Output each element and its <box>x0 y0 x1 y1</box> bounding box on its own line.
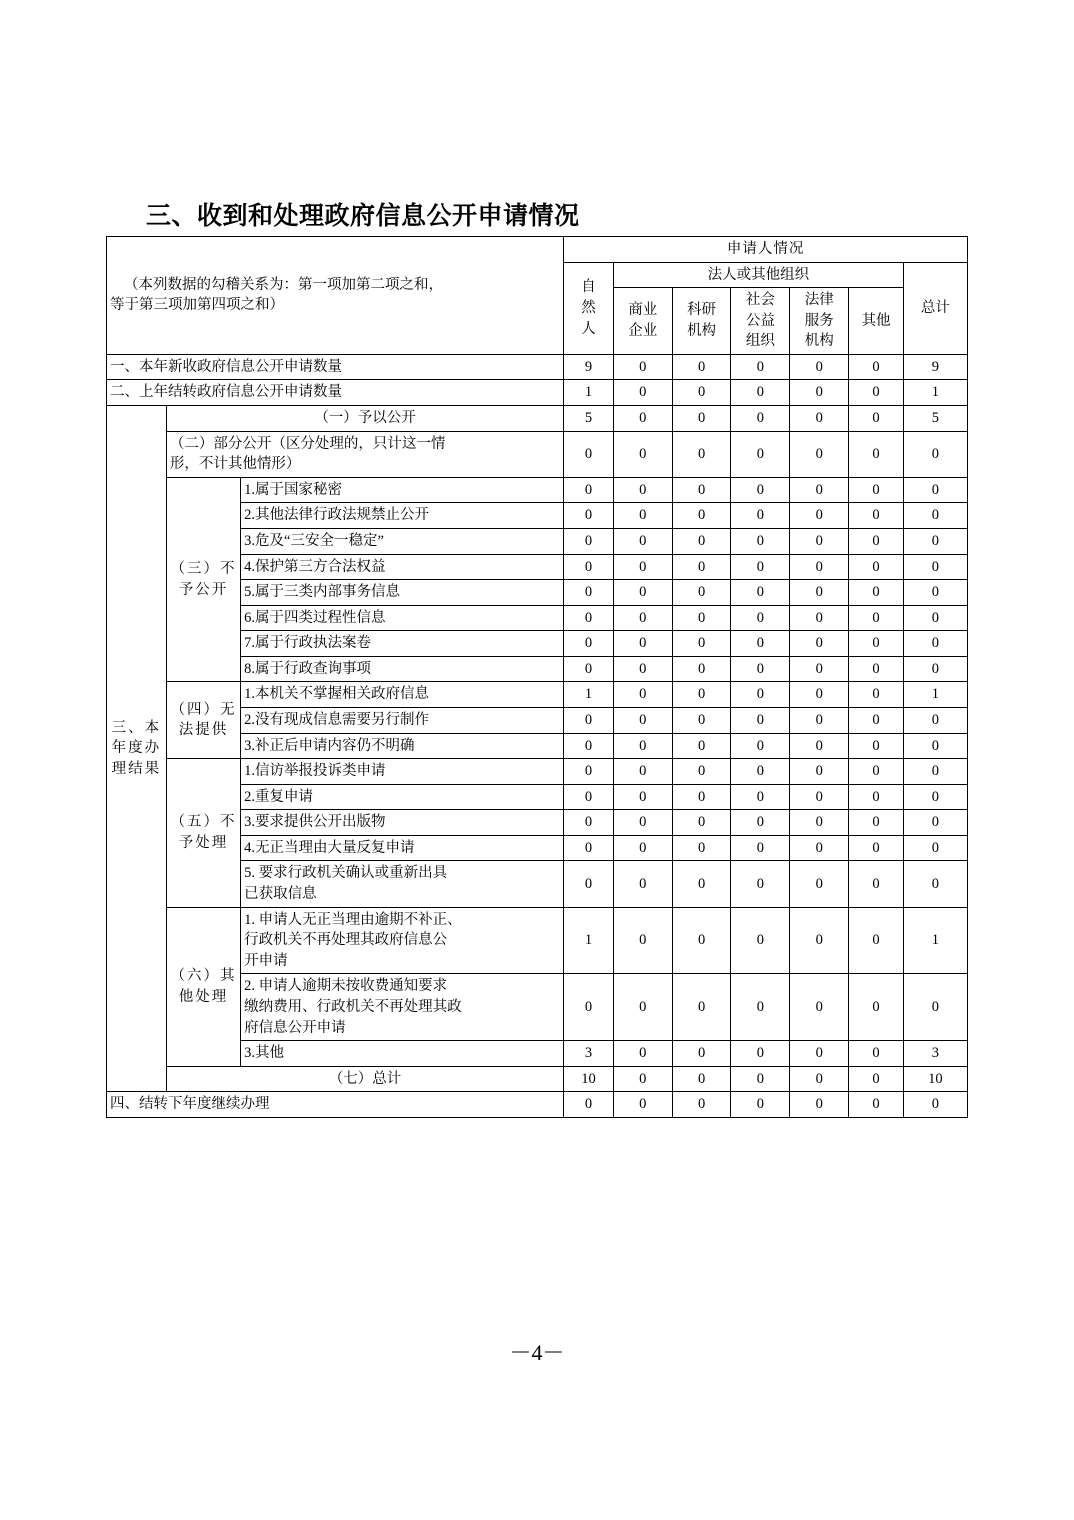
column-header-natural-person <box>564 262 614 354</box>
cell-value: 0 <box>849 631 904 657</box>
cell-value: 0 <box>849 528 904 554</box>
cell-value: 0 <box>849 784 904 810</box>
cell-value: 0 <box>849 554 904 580</box>
column-header-commercial-enterprise <box>613 288 672 355</box>
cell-value: 0 <box>731 974 790 1041</box>
cell-value: 10 <box>564 1066 614 1092</box>
column-header-other <box>849 288 904 355</box>
group-label-annual-results <box>107 406 167 1092</box>
cell-value: 0 <box>903 759 967 785</box>
cell-value: 1 <box>564 907 614 974</box>
cell-value: 0 <box>613 656 672 682</box>
cell-value: 0 <box>790 656 849 682</box>
cell-value: 0 <box>672 974 731 1041</box>
cell-value: 0 <box>672 682 731 708</box>
cell-value: 0 <box>731 759 790 785</box>
cell-value: 0 <box>564 784 614 810</box>
cell-value: 0 <box>849 861 904 907</box>
reconfirm-line1: 5. 要求行政机关确认或重新出具 <box>244 865 448 882</box>
cell-value: 0 <box>564 733 614 759</box>
cell-value: 0 <box>790 682 849 708</box>
cell-value: 0 <box>672 707 731 733</box>
table-row <box>107 1092 968 1118</box>
cell-value: 0 <box>849 406 904 432</box>
row-label-unpaid-fee <box>241 974 564 1041</box>
cell-value: 0 <box>672 631 731 657</box>
cell-value: 0 <box>672 907 731 974</box>
row-label-internal-affairs: 5.属于三类内部事务信息 <box>241 580 564 606</box>
cell-value: 0 <box>731 1092 790 1118</box>
cell-value: 0 <box>564 431 614 477</box>
cell-value: 0 <box>672 656 731 682</box>
cell-value: 0 <box>849 1092 904 1118</box>
cell-value: 0 <box>672 477 731 503</box>
cell-value: 0 <box>849 759 904 785</box>
column-header-legal-service-org <box>790 288 849 355</box>
table-row <box>107 406 968 432</box>
cell-value: 0 <box>672 810 731 836</box>
row-label-new-received: 一、本年新收政府信息公开申请数量 <box>107 354 564 380</box>
commercial-line2: 企业 <box>628 323 658 340</box>
cell-value: 5 <box>903 406 967 432</box>
cell-value: 0 <box>790 380 849 406</box>
cell-value: 0 <box>903 605 967 631</box>
cell-value: 1 <box>903 907 967 974</box>
row-label-public-publication: 3.要求提供公开出版物 <box>241 810 564 836</box>
row-label-carried-over: 二、上年结转政府信息公开申请数量 <box>107 380 564 406</box>
cell-value: 0 <box>613 580 672 606</box>
cell-value: 0 <box>672 380 731 406</box>
social-line1: 社会 <box>745 292 775 309</box>
cell-value: 0 <box>731 861 790 907</box>
cell-value: 0 <box>672 784 731 810</box>
subgroup-label-partially-disclosed <box>166 431 563 477</box>
cell-value: 0 <box>849 477 904 503</box>
cell-value: 0 <box>564 656 614 682</box>
header-description-line1: （本列数据的勾稽关系为：第一项加第二项之和， <box>124 276 443 293</box>
cell-value: 0 <box>564 580 614 606</box>
social-line2: 公益 <box>745 312 775 329</box>
cell-value: 0 <box>790 861 849 907</box>
cell-value: 0 <box>564 503 614 529</box>
cell-value: 0 <box>849 733 904 759</box>
subgroup-label-subtotal: （七）总计 <box>166 1066 563 1092</box>
cell-value: 0 <box>672 354 731 380</box>
cell-value: 0 <box>903 784 967 810</box>
cell-value: 0 <box>849 656 904 682</box>
cell-value: 0 <box>731 406 790 432</box>
legal-line2: 服务 <box>804 312 834 329</box>
no-correction-line2: 行政机关不再处理其政府信息公 <box>244 932 448 949</box>
subgroup-label-disclosed: （一）予以公开 <box>166 406 563 432</box>
cell-value: 0 <box>564 631 614 657</box>
cell-value: 0 <box>849 974 904 1041</box>
cell-value: 0 <box>613 605 672 631</box>
cell-value: 0 <box>731 810 790 836</box>
cell-value: 0 <box>731 682 790 708</box>
cell-value: 0 <box>790 580 849 606</box>
cell-value: 0 <box>613 907 672 974</box>
subgroup-label-other-handling <box>166 907 240 1066</box>
cell-value: 0 <box>564 861 614 907</box>
cell-value: 0 <box>613 784 672 810</box>
cell-value: 0 <box>849 503 904 529</box>
cell-value: 0 <box>564 1092 614 1118</box>
cell-value: 0 <box>731 554 790 580</box>
not-processed-text: （五）不予处理 <box>170 814 237 851</box>
table-row <box>107 431 968 477</box>
cell-value: 0 <box>613 682 672 708</box>
cell-value: 0 <box>790 907 849 974</box>
cell-value: 0 <box>790 1066 849 1092</box>
unable-to-provide-text: （四）无法提供 <box>170 701 237 739</box>
cell-value: 0 <box>903 733 967 759</box>
cell-value: 0 <box>790 974 849 1041</box>
cell-value: 0 <box>613 354 672 380</box>
natural-person-char-2: 然 <box>581 299 596 316</box>
cell-value: 0 <box>903 1092 967 1118</box>
cell-value: 0 <box>849 354 904 380</box>
cell-value: 0 <box>790 605 849 631</box>
cell-value: 0 <box>731 380 790 406</box>
subgroup-label-not-disclosed <box>166 477 240 682</box>
partially-disclosed-line1: （二）部分公开（区分处理的，只计这一情 <box>169 435 446 452</box>
cell-value: 0 <box>790 1092 849 1118</box>
cell-value: 1 <box>903 682 967 708</box>
cell-value: 0 <box>903 810 967 836</box>
cell-value: 0 <box>564 810 614 836</box>
cell-value: 0 <box>790 631 849 657</box>
cell-value: 0 <box>613 380 672 406</box>
information-disclosure-table <box>106 236 968 1118</box>
cell-value: 0 <box>613 528 672 554</box>
cell-value: 0 <box>903 528 967 554</box>
cell-value: 0 <box>613 810 672 836</box>
cell-value: 0 <box>564 477 614 503</box>
cell-value: 0 <box>672 733 731 759</box>
cell-value: 0 <box>849 380 904 406</box>
cell-value: 0 <box>790 431 849 477</box>
cell-value: 0 <box>731 605 790 631</box>
cell-value: 0 <box>672 503 731 529</box>
header-description-cell <box>107 237 564 355</box>
cell-value: 0 <box>903 431 967 477</box>
table-row <box>107 907 968 974</box>
cell-value: 0 <box>731 784 790 810</box>
column-header-total <box>903 262 967 354</box>
row-label-other-law-prohibited: 2.其他法律行政法规禁止公开 <box>241 503 564 529</box>
cell-value: 0 <box>672 1092 731 1118</box>
page-title: 三、收到和处理政府信息公开申请情况 <box>146 201 580 230</box>
row-label-reconfirm-reissue <box>241 861 564 907</box>
cell-value: 1 <box>903 380 967 406</box>
cell-value: 0 <box>564 759 614 785</box>
cell-value: 0 <box>790 354 849 380</box>
header-legal-person-group: 法人或其他组织 <box>613 262 903 288</box>
not-disclosed-text: （三）不予公开 <box>170 561 237 598</box>
cell-value: 0 <box>613 1041 672 1067</box>
unpaid-fee-line3: 府信息公开申请 <box>244 1019 346 1036</box>
partially-disclosed-line2: 形，不计其他情形） <box>169 456 301 473</box>
legal-line1: 法律 <box>804 292 834 309</box>
cell-value: 0 <box>613 974 672 1041</box>
header-applicant-group: 申请人情况 <box>564 237 968 263</box>
cell-value: 0 <box>849 810 904 836</box>
cell-value: 0 <box>564 554 614 580</box>
subgroup-label-not-processed <box>166 759 240 907</box>
cell-value: 0 <box>613 503 672 529</box>
cell-value: 0 <box>731 1041 790 1067</box>
reconfirm-line2: 已获取信息 <box>244 886 317 903</box>
cell-value: 0 <box>790 554 849 580</box>
cell-value: 3 <box>564 1041 614 1067</box>
cell-value: 0 <box>849 1066 904 1092</box>
cell-value: 0 <box>903 656 967 682</box>
cell-value: 0 <box>903 974 967 1041</box>
cell-value: 0 <box>849 580 904 606</box>
cell-value: 0 <box>672 1066 731 1092</box>
no-correction-line1: 1. 申请人无正当理由逾期不补正、 <box>244 911 462 928</box>
cell-value: 0 <box>903 554 967 580</box>
cell-value: 0 <box>731 907 790 974</box>
cell-value: 0 <box>790 733 849 759</box>
cell-value: 0 <box>903 707 967 733</box>
row-label-still-unclear: 3.补正后申请内容仍不明确 <box>241 733 564 759</box>
cell-value: 0 <box>903 861 967 907</box>
cell-value: 0 <box>731 733 790 759</box>
unpaid-fee-line1: 2. 申请人逾期未按收费通知要求 <box>244 978 448 995</box>
table-row <box>107 759 968 785</box>
row-label-duplicate-request: 2.重复申请 <box>241 784 564 810</box>
cell-value: 0 <box>564 528 614 554</box>
cell-value: 0 <box>672 554 731 580</box>
cell-value: 0 <box>672 835 731 861</box>
cell-value: 0 <box>613 406 672 432</box>
research-line2: 机构 <box>687 323 717 340</box>
table-row <box>107 682 968 708</box>
cell-value: 0 <box>849 835 904 861</box>
cell-value: 0 <box>903 477 967 503</box>
cell-value: 0 <box>731 580 790 606</box>
group-label-text: 三、本年度办理结果 <box>111 719 162 777</box>
legal-line3: 机构 <box>804 333 834 350</box>
cell-value: 0 <box>564 707 614 733</box>
cell-value: 9 <box>564 354 614 380</box>
row-label-carry-forward-next-year: 四、结转下年度继续办理 <box>107 1092 564 1118</box>
cell-value: 0 <box>731 835 790 861</box>
cell-value: 0 <box>903 580 967 606</box>
column-header-social-welfare-org <box>731 288 790 355</box>
cell-value: 0 <box>672 431 731 477</box>
row-label-enforcement-file: 7.属于行政执法案卷 <box>241 631 564 657</box>
row-label-third-party-rights: 4.保护第三方合法权益 <box>241 554 564 580</box>
cell-value: 0 <box>672 759 731 785</box>
cell-value: 0 <box>731 431 790 477</box>
cell-value: 0 <box>672 861 731 907</box>
cell-value: 0 <box>731 631 790 657</box>
social-line3: 组织 <box>745 333 775 350</box>
cell-value: 0 <box>903 835 967 861</box>
cell-value: 0 <box>672 406 731 432</box>
cell-value: 0 <box>849 707 904 733</box>
cell-value: 0 <box>613 431 672 477</box>
cell-value: 0 <box>731 656 790 682</box>
cell-value: 10 <box>903 1066 967 1092</box>
cell-value: 0 <box>790 1041 849 1067</box>
cell-value: 0 <box>672 605 731 631</box>
column-header-research-institution <box>672 288 731 355</box>
row-label-no-correction <box>241 907 564 974</box>
cell-value: 0 <box>790 503 849 529</box>
cell-value: 0 <box>613 1092 672 1118</box>
cell-value: 0 <box>790 810 849 836</box>
table-header-row-1 <box>107 237 968 263</box>
header-description-line2: 等于第三项加第四项之和） <box>110 297 284 314</box>
row-label-admin-inquiry: 8.属于行政查询事项 <box>241 656 564 682</box>
row-label-petition-complaint: 1.信访举报投诉类申请 <box>241 759 564 785</box>
cell-value: 0 <box>790 759 849 785</box>
cell-value: 0 <box>849 605 904 631</box>
cell-value: 0 <box>731 528 790 554</box>
cell-value: 0 <box>613 759 672 785</box>
cell-value: 0 <box>564 974 614 1041</box>
cell-value: 0 <box>613 733 672 759</box>
natural-person-char-1: 自 <box>581 279 596 296</box>
table-row <box>107 380 968 406</box>
cell-value: 0 <box>903 503 967 529</box>
row-label-repeated-unreasonable: 4.无正当理由大量反复申请 <box>241 835 564 861</box>
no-correction-line3: 开申请 <box>244 952 288 969</box>
cell-value: 0 <box>613 835 672 861</box>
cell-value: 1 <box>564 682 614 708</box>
cell-value: 0 <box>731 707 790 733</box>
cell-value: 0 <box>613 861 672 907</box>
row-label-not-held: 1.本机关不掌握相关政府信息 <box>241 682 564 708</box>
cell-value: 0 <box>613 554 672 580</box>
cell-value: 0 <box>790 835 849 861</box>
natural-person-char-3: 人 <box>581 320 596 337</box>
cell-value: 0 <box>731 477 790 503</box>
commercial-line1: 商业 <box>628 302 658 319</box>
cell-value: 9 <box>903 354 967 380</box>
other-line1: 其他 <box>861 312 891 329</box>
row-label-state-secret: 1.属于国家秘密 <box>241 477 564 503</box>
cell-value: 0 <box>672 528 731 554</box>
cell-value: 0 <box>613 1066 672 1092</box>
cell-value: 0 <box>790 406 849 432</box>
cell-value: 0 <box>613 707 672 733</box>
cell-value: 0 <box>564 605 614 631</box>
table-row <box>107 354 968 380</box>
row-label-endanger-security: 3.危及“三安全一稳定” <box>241 528 564 554</box>
row-label-other-misc: 3.其他 <box>241 1041 564 1067</box>
cell-value: 0 <box>790 784 849 810</box>
subgroup-label-unable-to-provide <box>166 682 240 759</box>
total-label-line1: 总计 <box>920 299 950 316</box>
cell-value: 0 <box>731 1066 790 1092</box>
cell-value: 0 <box>790 528 849 554</box>
cell-value: 1 <box>564 380 614 406</box>
cell-value: 0 <box>903 631 967 657</box>
table-row <box>107 1066 968 1092</box>
cell-value: 0 <box>790 707 849 733</box>
table-row <box>107 477 968 503</box>
cell-value: 0 <box>613 477 672 503</box>
cell-value: 5 <box>564 406 614 432</box>
cell-value: 0 <box>564 835 614 861</box>
row-label-process-information: 6.属于四类过程性信息 <box>241 605 564 631</box>
cell-value: 0 <box>613 631 672 657</box>
cell-value: 0 <box>790 477 849 503</box>
other-handling-text: （六）其他处理 <box>170 968 237 1005</box>
cell-value: 0 <box>849 682 904 708</box>
cell-value: 0 <box>731 354 790 380</box>
cell-value: 0 <box>731 503 790 529</box>
page-number: －4－ <box>509 1340 565 1365</box>
unpaid-fee-line2: 缴纳费用、行政机关不再处理其政 <box>244 998 462 1015</box>
cell-value: 0 <box>672 580 731 606</box>
cell-value: 0 <box>849 1041 904 1067</box>
cell-value: 0 <box>849 431 904 477</box>
cell-value: 3 <box>903 1041 967 1067</box>
cell-value: 0 <box>849 907 904 974</box>
cell-value: 0 <box>672 1041 731 1067</box>
row-label-needs-creation: 2.没有现成信息需要另行制作 <box>241 707 564 733</box>
research-line1: 科研 <box>687 302 717 319</box>
